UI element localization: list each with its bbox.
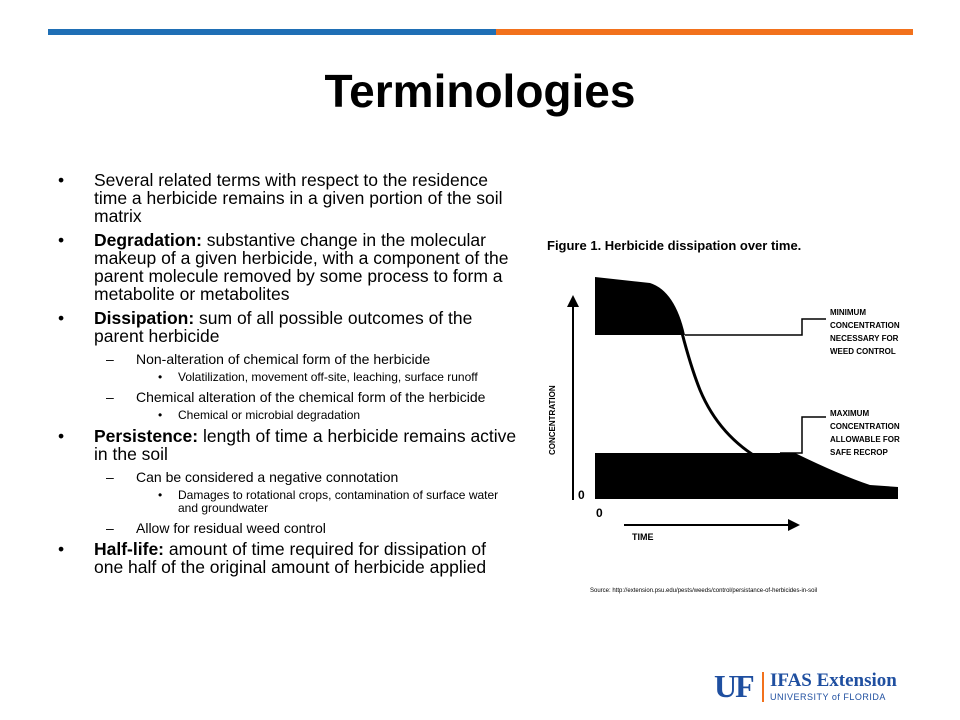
label-min-line: WEED CONTROL <box>830 347 896 356</box>
callout-line-max <box>780 417 826 453</box>
dissipation-diagram <box>540 255 920 560</box>
term-dissipation: Dissipation: <box>94 308 195 328</box>
term-persistence: Persistence: <box>94 426 199 446</box>
sub-sub-bullet <box>58 409 518 422</box>
sub-bullet <box>58 469 518 485</box>
bullet-dot: • <box>158 370 163 384</box>
dash-marker: – <box>106 389 114 405</box>
label-max-line: ALLOWABLE FOR <box>830 435 900 444</box>
sub-bullet-text: Chemical alteration of the chemical form of the herbicide <box>136 389 486 405</box>
logo-ifas-text: IFAS Extension <box>770 670 897 691</box>
bullet-degradation <box>58 231 518 303</box>
y-axis-label: CONCENTRATION <box>548 385 557 455</box>
x-zero-label: 0 <box>596 506 603 520</box>
sub-bullet <box>58 520 518 536</box>
bullet-dissipation <box>58 309 518 345</box>
bullet-dot: • <box>58 426 65 446</box>
low-concentration-band <box>595 453 898 499</box>
x-axis-label: TIME <box>632 532 654 542</box>
bullet-dot: • <box>58 230 65 250</box>
uf-logo-mark: UF <box>714 668 753 704</box>
bullet-text: Several related terms with respect to the residence time a herbicide remains in a given portion of the soil matrix <box>94 170 503 226</box>
figure-source: Source: http://extension.psu.edu/pests/weeds/control/persistance-of-herbicides-in-soil <box>590 588 818 594</box>
label-max-line: CONCENTRATION <box>830 422 900 431</box>
label-min-line: CONCENTRATION <box>830 321 900 330</box>
sub-sub-bullet-text: Volatilization, movement off-site, leaching, surface runoff <box>178 370 478 384</box>
y-zero-label: 0 <box>578 488 585 502</box>
sub-sub-bullet <box>58 489 518 515</box>
high-concentration-region <box>595 277 685 335</box>
y-axis-arrow <box>567 295 579 307</box>
dash-marker: – <box>106 520 114 536</box>
bullet-text: substantive change in the molecular makeup of a given herbicide, with a component of the parent molecule removed by some process to form a metabolite or metabolites <box>94 230 509 304</box>
bullet-dot: • <box>58 308 65 328</box>
bullet-text: sum of all possible outcomes of the parent herbicide <box>94 308 473 346</box>
bullet-text: amount of time required for dissipation of one half of the original amount of herbicide applied <box>94 539 487 577</box>
label-max-line: MAXIMUM <box>830 409 870 418</box>
x-axis-arrow <box>788 519 800 531</box>
dash-marker: – <box>106 351 114 367</box>
logo-university-text: UNIVERSITY of FLORIDA <box>770 692 886 702</box>
slide-content <box>58 171 518 582</box>
sub-bullet-text: Non-alteration of chemical form of the herbicide <box>136 351 431 367</box>
label-minimum-concentration <box>830 308 900 356</box>
bullet-dot: • <box>58 170 65 190</box>
bullet-text: length of time a herbicide remains active in the soil <box>94 426 517 464</box>
logo-divider <box>762 672 764 702</box>
bullet-dot: • <box>158 488 163 502</box>
sub-bullet <box>58 351 518 367</box>
sub-bullet <box>58 389 518 405</box>
label-max-line: SAFE RECROP <box>830 448 888 457</box>
sub-bullet-text: Allow for residual weed control <box>136 520 326 536</box>
bullet-dot: • <box>158 408 163 422</box>
sub-sub-bullet-text: Chemical or microbial degradation <box>178 408 361 422</box>
figure-title: Figure 1. Herbicide dissipation over time. <box>547 238 802 253</box>
label-min-line: NECESSARY FOR <box>830 334 899 343</box>
bullet-dot: • <box>58 539 65 559</box>
slide-title: Terminologies <box>324 65 636 117</box>
top-accent-bar-blue <box>48 29 496 35</box>
sub-bullet-text: Can be considered a negative connotation <box>136 469 399 485</box>
term-half-life: Half-life: <box>94 539 164 559</box>
sub-sub-bullet-text: Damages to rotational crops, contamination of surface water and groundwater <box>178 488 499 515</box>
dash-marker: – <box>106 469 114 485</box>
callout-line-min <box>685 319 826 335</box>
bullet-overview <box>58 171 518 225</box>
sub-sub-bullet <box>58 371 518 384</box>
term-degradation: Degradation: <box>94 230 202 250</box>
ifas-extension-logo <box>714 668 914 706</box>
top-accent-bar-orange <box>496 29 913 35</box>
label-maximum-concentration <box>830 409 900 457</box>
bullet-persistence <box>58 427 518 463</box>
bullet-half-life <box>58 540 518 576</box>
label-min-line: MINIMUM <box>830 308 866 317</box>
